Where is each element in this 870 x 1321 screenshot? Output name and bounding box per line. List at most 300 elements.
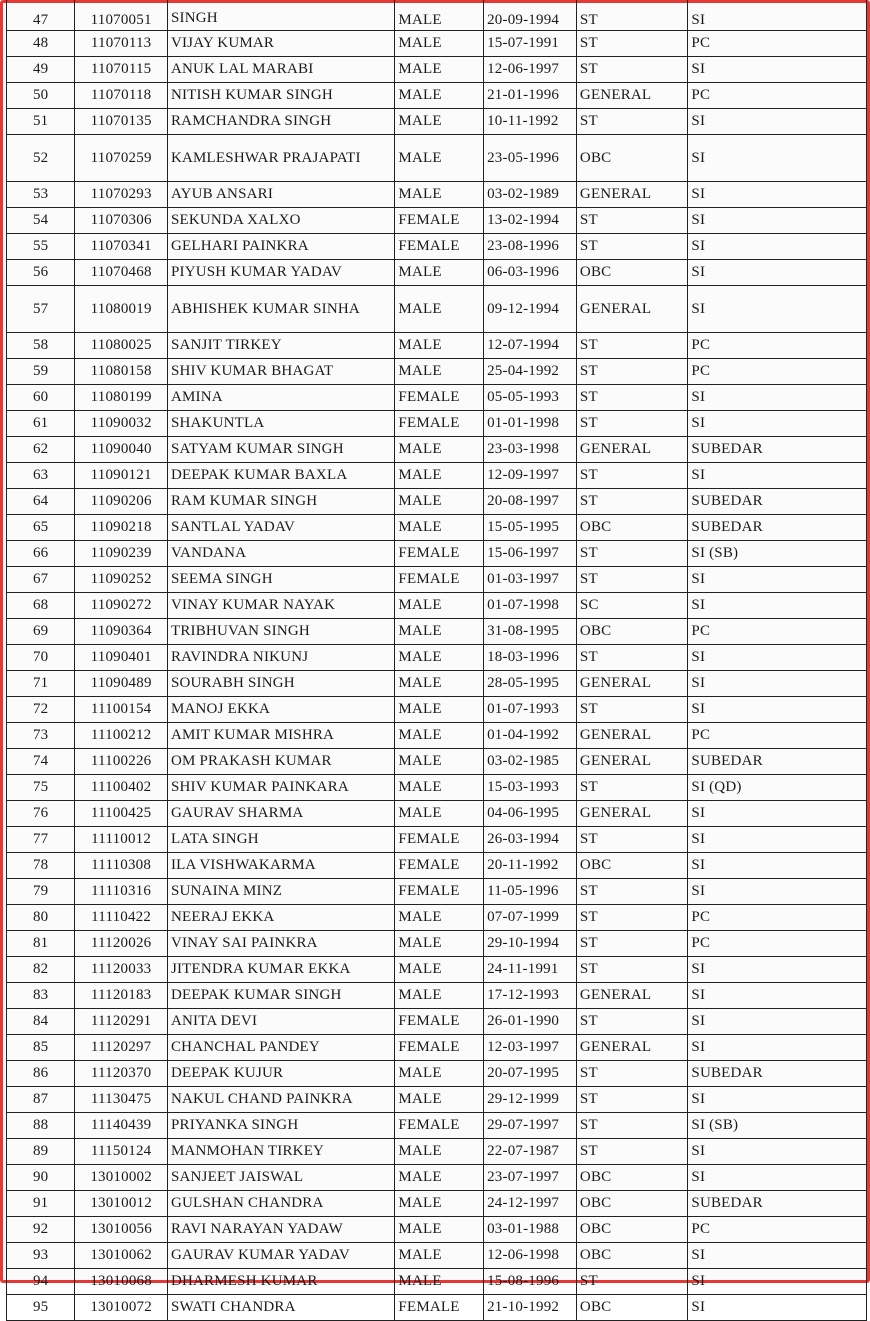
post-cell: SI [688, 109, 867, 135]
candidate-name-cell: KAMLESHWAR PRAJAPATI [167, 135, 394, 182]
gender-cell: MALE [395, 83, 484, 109]
candidate-name-cell: SANTLAL YADAV [167, 515, 394, 541]
gender-cell: FEMALE [395, 879, 484, 905]
roll-number-cell: 11070115 [75, 57, 168, 83]
post-cell: PC [688, 333, 867, 359]
serial-number-cell: 87 [7, 1087, 75, 1113]
candidate-name-cell: ABHISHEK KUMAR SINHA [167, 286, 394, 333]
gender-cell: MALE [395, 645, 484, 671]
category-cell: OBC [576, 1295, 688, 1321]
serial-number-cell: 81 [7, 931, 75, 957]
serial-number-cell: 94 [7, 1269, 75, 1295]
date-of-birth-cell: 12-03-1997 [484, 1035, 577, 1061]
gender-cell: FEMALE [395, 853, 484, 879]
candidate-name-cell: SHIV KUMAR BHAGAT [167, 359, 394, 385]
date-of-birth-cell: 31-08-1995 [484, 619, 577, 645]
post-cell: SI [688, 671, 867, 697]
post-cell: SI [688, 957, 867, 983]
roll-number-cell: 11070118 [75, 83, 168, 109]
post-cell: SI [688, 1139, 867, 1165]
serial-number-cell: 74 [7, 749, 75, 775]
gender-cell: MALE [395, 135, 484, 182]
category-cell: OBC [576, 260, 688, 286]
date-of-birth-cell: 15-08-1996 [484, 1269, 577, 1295]
date-of-birth-cell: 21-10-1992 [484, 1295, 577, 1321]
date-of-birth-cell: 26-03-1994 [484, 827, 577, 853]
roll-number-cell: 11070341 [75, 234, 168, 260]
serial-number-cell: 55 [7, 234, 75, 260]
category-cell: ST [576, 905, 688, 931]
roll-number-cell: 11130475 [75, 1087, 168, 1113]
serial-number-cell: 50 [7, 83, 75, 109]
date-of-birth-cell: 06-03-1996 [484, 260, 577, 286]
gender-cell: MALE [395, 593, 484, 619]
category-cell: GENERAL [576, 437, 688, 463]
roll-number-cell: 11090272 [75, 593, 168, 619]
table-row [7, 234, 867, 260]
post-cell: SI [688, 827, 867, 853]
table-row [7, 1165, 867, 1191]
table-row [7, 437, 867, 463]
table-row [7, 827, 867, 853]
candidate-name-cell: CHANCHAL PANDEY [167, 1035, 394, 1061]
serial-number-cell: 61 [7, 411, 75, 437]
serial-number-cell: 86 [7, 1061, 75, 1087]
serial-number-cell: 59 [7, 359, 75, 385]
candidate-name-cell: GAURAV SHARMA [167, 801, 394, 827]
gender-cell: MALE [395, 1165, 484, 1191]
date-of-birth-cell: 15-03-1993 [484, 775, 577, 801]
roll-number-cell: 11090121 [75, 463, 168, 489]
date-of-birth-cell: 15-07-1991 [484, 31, 577, 57]
date-of-birth-cell: 13-02-1994 [484, 208, 577, 234]
roll-number-cell: 11100154 [75, 697, 168, 723]
serial-number-cell: 90 [7, 1165, 75, 1191]
category-cell: ST [576, 1061, 688, 1087]
category-cell: GENERAL [576, 749, 688, 775]
gender-cell: MALE [395, 260, 484, 286]
candidate-name-cell: SATYAM KUMAR SINGH [167, 437, 394, 463]
date-of-birth-cell: 01-07-1998 [484, 593, 577, 619]
table-row [7, 775, 867, 801]
category-cell: ST [576, 359, 688, 385]
candidate-name-cell: SANJEET JAISWAL [167, 1165, 394, 1191]
table-row [7, 697, 867, 723]
post-cell: SUBEDAR [688, 1061, 867, 1087]
table-row [7, 671, 867, 697]
table-body [7, 0, 867, 1321]
category-cell: OBC [576, 1191, 688, 1217]
candidate-name-cell: VINAY KUMAR NAYAK [167, 593, 394, 619]
candidate-name-cell: GAURAV KUMAR YADAV [167, 1243, 394, 1269]
gender-cell: MALE [395, 905, 484, 931]
gender-cell: MALE [395, 1061, 484, 1087]
roll-number-cell: 13010056 [75, 1217, 168, 1243]
serial-number-cell: 53 [7, 182, 75, 208]
category-cell: GENERAL [576, 83, 688, 109]
category-cell: GENERAL [576, 723, 688, 749]
post-cell: PC [688, 1217, 867, 1243]
roll-number-cell: 11110316 [75, 879, 168, 905]
category-cell: ST [576, 31, 688, 57]
candidate-name-cell: VINAY SAI PAINKRA [167, 931, 394, 957]
date-of-birth-cell: 22-07-1987 [484, 1139, 577, 1165]
roll-number-cell: 13010062 [75, 1243, 168, 1269]
post-cell: SI [688, 593, 867, 619]
roll-number-cell: 11140439 [75, 1113, 168, 1139]
post-cell: SI [688, 286, 867, 333]
candidate-name-cell: GULSHAN CHANDRA [167, 1191, 394, 1217]
date-of-birth-cell: 15-06-1997 [484, 541, 577, 567]
roll-number-cell: 11120291 [75, 1009, 168, 1035]
table-row [7, 385, 867, 411]
post-cell: SI [688, 260, 867, 286]
serial-number-cell: 67 [7, 567, 75, 593]
date-of-birth-cell: 03-02-1985 [484, 749, 577, 775]
candidate-name-cell: SEEMA SINGH [167, 567, 394, 593]
roll-number-cell: 11090364 [75, 619, 168, 645]
candidate-name-cell: RAVI NARAYAN YADAW [167, 1217, 394, 1243]
table-row [7, 0, 867, 31]
date-of-birth-cell: 07-07-1999 [484, 905, 577, 931]
date-of-birth-cell: 01-01-1998 [484, 411, 577, 437]
date-of-birth-cell: 29-12-1999 [484, 1087, 577, 1113]
roll-number-cell: 11120183 [75, 983, 168, 1009]
post-cell: PC [688, 31, 867, 57]
table-row [7, 879, 867, 905]
candidate-name-cell: PRIYANKA SINGH [167, 1113, 394, 1139]
post-cell: SI [688, 567, 867, 593]
category-cell: ST [576, 1113, 688, 1139]
serial-number-cell: 76 [7, 801, 75, 827]
candidate-name-cell: SINGH [167, 0, 394, 31]
date-of-birth-cell: 01-04-1992 [484, 723, 577, 749]
roll-number-cell: 11100226 [75, 749, 168, 775]
post-cell: PC [688, 931, 867, 957]
date-of-birth-cell: 24-12-1997 [484, 1191, 577, 1217]
category-cell: ST [576, 385, 688, 411]
category-cell: ST [576, 463, 688, 489]
roll-number-cell: 13010068 [75, 1269, 168, 1295]
date-of-birth-cell: 20-07-1995 [484, 1061, 577, 1087]
date-of-birth-cell: 21-01-1996 [484, 83, 577, 109]
serial-number-cell: 60 [7, 385, 75, 411]
table-row [7, 1295, 867, 1321]
gender-cell: MALE [395, 1217, 484, 1243]
table-row [7, 31, 867, 57]
gender-cell: MALE [395, 489, 484, 515]
roll-number-cell: 11090401 [75, 645, 168, 671]
table-row [7, 905, 867, 931]
roll-number-cell: 11080025 [75, 333, 168, 359]
gender-cell: MALE [395, 801, 484, 827]
serial-number-cell: 66 [7, 541, 75, 567]
category-cell: GENERAL [576, 286, 688, 333]
table-row [7, 286, 867, 333]
candidate-name-cell: DHARMESH KUMAR [167, 1269, 394, 1295]
serial-number-cell: 71 [7, 671, 75, 697]
table-row [7, 83, 867, 109]
gender-cell: MALE [395, 0, 484, 31]
serial-number-cell: 73 [7, 723, 75, 749]
serial-number-cell: 78 [7, 853, 75, 879]
roll-number-cell: 13010012 [75, 1191, 168, 1217]
serial-number-cell: 84 [7, 1009, 75, 1035]
date-of-birth-cell: 23-05-1996 [484, 135, 577, 182]
date-of-birth-cell: 29-07-1997 [484, 1113, 577, 1139]
category-cell: GENERAL [576, 801, 688, 827]
serial-number-cell: 79 [7, 879, 75, 905]
gender-cell: MALE [395, 437, 484, 463]
category-cell: ST [576, 879, 688, 905]
gender-cell: MALE [395, 109, 484, 135]
table-row [7, 109, 867, 135]
gender-cell: MALE [395, 1191, 484, 1217]
category-cell: ST [576, 109, 688, 135]
candidate-name-cell: DEEPAK KUMAR SINGH [167, 983, 394, 1009]
gender-cell: FEMALE [395, 1113, 484, 1139]
serial-number-cell: 51 [7, 109, 75, 135]
roll-number-cell: 11090040 [75, 437, 168, 463]
date-of-birth-cell: 29-10-1994 [484, 931, 577, 957]
post-cell: SI [688, 1269, 867, 1295]
table-row [7, 182, 867, 208]
post-cell: SI (SB) [688, 541, 867, 567]
date-of-birth-cell: 24-11-1991 [484, 957, 577, 983]
serial-number-cell: 47 [7, 0, 75, 31]
category-cell: ST [576, 1087, 688, 1113]
table-row [7, 1139, 867, 1165]
serial-number-cell: 48 [7, 31, 75, 57]
gender-cell: MALE [395, 1139, 484, 1165]
gender-cell: FEMALE [395, 827, 484, 853]
serial-number-cell: 82 [7, 957, 75, 983]
category-cell: ST [576, 1139, 688, 1165]
roll-number-cell: 11090032 [75, 411, 168, 437]
candidate-name-cell: RAMCHANDRA SINGH [167, 109, 394, 135]
candidate-name-cell: VANDANA [167, 541, 394, 567]
category-cell: ST [576, 411, 688, 437]
table-row [7, 411, 867, 437]
candidate-name-cell: JITENDRA KUMAR EKKA [167, 957, 394, 983]
date-of-birth-cell: 12-06-1998 [484, 1243, 577, 1269]
category-cell: ST [576, 957, 688, 983]
date-of-birth-cell: 04-06-1995 [484, 801, 577, 827]
post-cell: SI [688, 697, 867, 723]
candidate-name-cell: RAM KUMAR SINGH [167, 489, 394, 515]
post-cell: PC [688, 723, 867, 749]
category-cell: OBC [576, 853, 688, 879]
candidate-name-cell: PIYUSH KUMAR YADAV [167, 260, 394, 286]
table-row [7, 135, 867, 182]
post-cell: SUBEDAR [688, 749, 867, 775]
post-cell: SI [688, 879, 867, 905]
candidate-name-cell: RAVINDRA NIKUNJ [167, 645, 394, 671]
serial-number-cell: 49 [7, 57, 75, 83]
date-of-birth-cell: 18-03-1996 [484, 645, 577, 671]
post-cell: SUBEDAR [688, 489, 867, 515]
category-cell: OBC [576, 619, 688, 645]
post-cell: SI [688, 135, 867, 182]
gender-cell: MALE [395, 1269, 484, 1295]
roll-number-cell: 11070051 [75, 0, 168, 31]
serial-number-cell: 77 [7, 827, 75, 853]
candidate-name-cell: SHIV KUMAR PAINKARA [167, 775, 394, 801]
serial-number-cell: 95 [7, 1295, 75, 1321]
table-row [7, 723, 867, 749]
date-of-birth-cell: 25-04-1992 [484, 359, 577, 385]
gender-cell: FEMALE [395, 1035, 484, 1061]
date-of-birth-cell: 01-07-1993 [484, 697, 577, 723]
post-cell: SI [688, 182, 867, 208]
table-row [7, 1009, 867, 1035]
results-table [6, 0, 867, 1321]
roll-number-cell: 11150124 [75, 1139, 168, 1165]
category-cell: SC [576, 593, 688, 619]
serial-number-cell: 85 [7, 1035, 75, 1061]
roll-number-cell: 11120370 [75, 1061, 168, 1087]
date-of-birth-cell: 28-05-1995 [484, 671, 577, 697]
serial-number-cell: 68 [7, 593, 75, 619]
serial-number-cell: 63 [7, 463, 75, 489]
serial-number-cell: 54 [7, 208, 75, 234]
table-row [7, 983, 867, 1009]
roll-number-cell: 11070259 [75, 135, 168, 182]
table-row [7, 1269, 867, 1295]
table-row [7, 208, 867, 234]
gender-cell: MALE [395, 463, 484, 489]
category-cell: ST [576, 1009, 688, 1035]
roll-number-cell: 11090489 [75, 671, 168, 697]
candidate-name-cell: SOURABH SINGH [167, 671, 394, 697]
table-row [7, 1087, 867, 1113]
candidate-name-cell: OM PRAKASH KUMAR [167, 749, 394, 775]
gender-cell: FEMALE [395, 567, 484, 593]
category-cell: ST [576, 645, 688, 671]
post-cell: SI [688, 0, 867, 31]
roll-number-cell: 11070293 [75, 182, 168, 208]
serial-number-cell: 92 [7, 1217, 75, 1243]
table-row [7, 1191, 867, 1217]
gender-cell: FEMALE [395, 208, 484, 234]
roll-number-cell: 11120297 [75, 1035, 168, 1061]
category-cell: ST [576, 775, 688, 801]
category-cell: OBC [576, 515, 688, 541]
table-row [7, 1217, 867, 1243]
gender-cell: MALE [395, 182, 484, 208]
post-cell: SI [688, 645, 867, 671]
gender-cell: FEMALE [395, 234, 484, 260]
post-cell: PC [688, 359, 867, 385]
gender-cell: FEMALE [395, 541, 484, 567]
gender-cell: MALE [395, 983, 484, 1009]
gender-cell: FEMALE [395, 385, 484, 411]
table-row [7, 593, 867, 619]
gender-cell: MALE [395, 1243, 484, 1269]
roll-number-cell: 11090218 [75, 515, 168, 541]
candidate-name-cell: SHAKUNTLA [167, 411, 394, 437]
table-row [7, 541, 867, 567]
table-row [7, 1035, 867, 1061]
serial-number-cell: 93 [7, 1243, 75, 1269]
category-cell: ST [576, 234, 688, 260]
category-cell: ST [576, 208, 688, 234]
serial-number-cell: 89 [7, 1139, 75, 1165]
category-cell: OBC [576, 1243, 688, 1269]
gender-cell: MALE [395, 286, 484, 333]
roll-number-cell: 11070135 [75, 109, 168, 135]
post-cell: SI [688, 1009, 867, 1035]
gender-cell: FEMALE [395, 1295, 484, 1321]
table-row [7, 463, 867, 489]
candidate-name-cell: LATA SINGH [167, 827, 394, 853]
date-of-birth-cell: 01-03-1997 [484, 567, 577, 593]
roll-number-cell: 11090206 [75, 489, 168, 515]
gender-cell: MALE [395, 775, 484, 801]
post-cell: SI (SB) [688, 1113, 867, 1139]
category-cell: OBC [576, 135, 688, 182]
table-row [7, 1243, 867, 1269]
table-row [7, 801, 867, 827]
post-cell: SI [688, 1243, 867, 1269]
gender-cell: FEMALE [395, 1009, 484, 1035]
category-cell: ST [576, 57, 688, 83]
serial-number-cell: 88 [7, 1113, 75, 1139]
date-of-birth-cell: 20-11-1992 [484, 853, 577, 879]
table-row [7, 567, 867, 593]
table-row [7, 260, 867, 286]
candidate-name-cell: NITISH KUMAR SINGH [167, 83, 394, 109]
category-cell: GENERAL [576, 983, 688, 1009]
roll-number-cell: 13010002 [75, 1165, 168, 1191]
gender-cell: MALE [395, 619, 484, 645]
table-row [7, 489, 867, 515]
post-cell: SUBEDAR [688, 1191, 867, 1217]
date-of-birth-cell: 17-12-1993 [484, 983, 577, 1009]
candidate-name-cell: AYUB ANSARI [167, 182, 394, 208]
serial-number-cell: 70 [7, 645, 75, 671]
candidate-name-cell: NEERAJ EKKA [167, 905, 394, 931]
candidate-name-cell: SWATI CHANDRA [167, 1295, 394, 1321]
category-cell: ST [576, 1269, 688, 1295]
table-row [7, 333, 867, 359]
roll-number-cell: 11110308 [75, 853, 168, 879]
date-of-birth-cell: 23-08-1996 [484, 234, 577, 260]
roll-number-cell: 11090239 [75, 541, 168, 567]
post-cell: SI [688, 234, 867, 260]
date-of-birth-cell: 20-08-1997 [484, 489, 577, 515]
roll-number-cell: 11090252 [75, 567, 168, 593]
date-of-birth-cell: 23-03-1998 [484, 437, 577, 463]
table-row [7, 853, 867, 879]
roll-number-cell: 11070468 [75, 260, 168, 286]
roll-number-cell: 11070306 [75, 208, 168, 234]
post-cell: SI [688, 57, 867, 83]
date-of-birth-cell: 15-05-1995 [484, 515, 577, 541]
serial-number-cell: 64 [7, 489, 75, 515]
date-of-birth-cell: 03-01-1988 [484, 1217, 577, 1243]
table-row [7, 359, 867, 385]
roll-number-cell: 11080158 [75, 359, 168, 385]
candidate-name-cell: AMIT KUMAR MISHRA [167, 723, 394, 749]
candidate-name-cell: NAKUL CHAND PAINKRA [167, 1087, 394, 1113]
date-of-birth-cell: 12-07-1994 [484, 333, 577, 359]
category-cell: GENERAL [576, 671, 688, 697]
post-cell: SI [688, 385, 867, 411]
table-row [7, 957, 867, 983]
post-cell: SI [688, 411, 867, 437]
category-cell: ST [576, 0, 688, 31]
